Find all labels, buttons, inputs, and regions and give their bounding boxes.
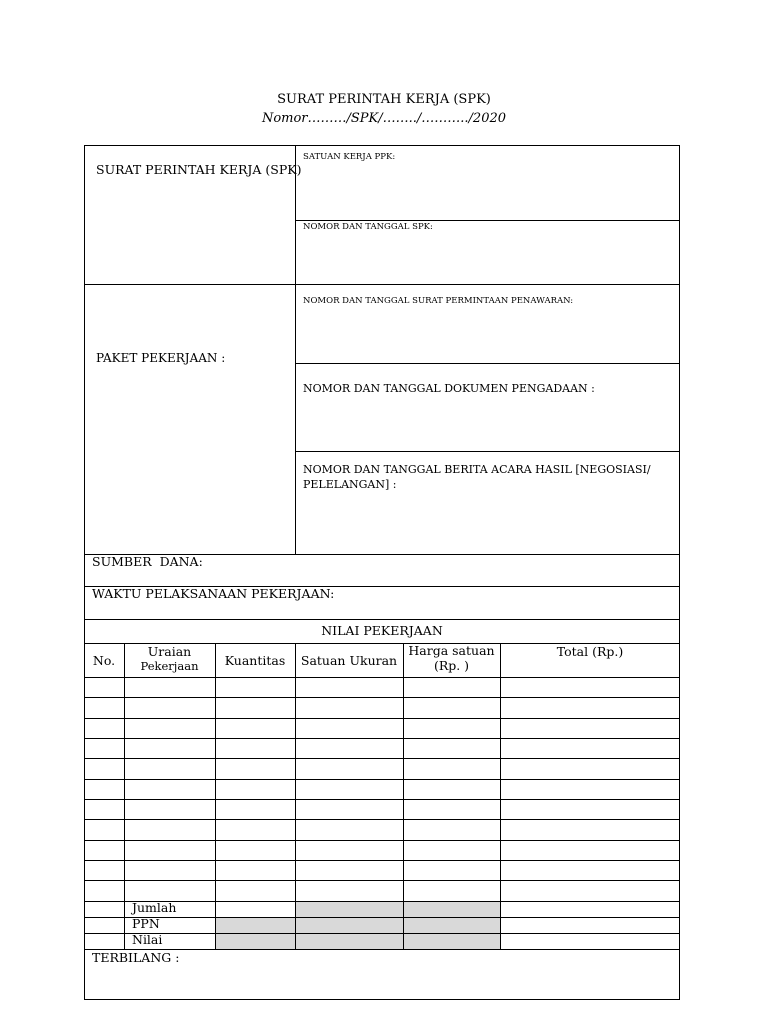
divider xyxy=(295,363,680,364)
satuan-kerja-label: SATUAN KERJA PPK: xyxy=(303,152,396,162)
row-divider xyxy=(84,779,680,780)
row-divider xyxy=(84,738,680,739)
column-divider xyxy=(500,901,501,949)
row-divider xyxy=(84,758,680,759)
terbilang-label: TERBILANG : xyxy=(92,950,180,965)
row-divider xyxy=(215,917,500,918)
column-divider xyxy=(124,643,125,949)
left-form-title: SURAT PERINTAH KERJA (SPK) xyxy=(96,162,302,177)
col-header-total: Total (Rp.) xyxy=(556,644,624,659)
nilai-pekerjaan-title: NILAI PEKERJAAN xyxy=(321,623,443,638)
row-divider xyxy=(84,677,680,678)
row-divider xyxy=(84,880,680,881)
col-header-no: No. xyxy=(92,653,116,668)
column-divider xyxy=(295,901,296,949)
row-divider xyxy=(84,819,680,820)
nomor-tanggal-spk-label: NOMOR DAN TANGGAL SPK: xyxy=(303,222,433,232)
col-header-harga xyxy=(403,643,500,673)
divider xyxy=(84,619,680,620)
berita-acara-label-line1: NOMOR DAN TANGGAL BERITA ACARA HASIL [NEGOSIASI/ xyxy=(303,463,651,476)
col-header-uraian-line1: Uraian xyxy=(147,644,192,659)
document-number: Nomor………/SPK/……../………../2020 xyxy=(261,111,507,126)
form-frame xyxy=(84,145,680,1000)
column-divider xyxy=(403,901,404,949)
shaded-cell xyxy=(216,934,500,949)
waktu-pelaksanaan-label: WAKTU PELAKSANAAN PEKERJAAN: xyxy=(92,586,335,601)
row-divider xyxy=(84,799,680,800)
document-title: SURAT PERINTAH KERJA (SPK) xyxy=(277,92,491,107)
shaded-cell xyxy=(216,918,500,933)
col-header-harga-line1: Harga satuan xyxy=(408,643,495,658)
divider xyxy=(295,451,680,452)
ppn-label: PPN xyxy=(132,916,160,931)
dokumen-pengadaan-label: NOMOR DAN TANGGAL DOKUMEN PENGADAAN : xyxy=(303,382,595,395)
row-divider xyxy=(84,697,680,698)
col-header-kuantitas: Kuantitas xyxy=(224,653,286,668)
col-header-uraian xyxy=(124,644,215,674)
col-header-satuan: Satuan Ukuran xyxy=(300,653,398,668)
jumlah-label: Jumlah xyxy=(132,900,177,915)
permintaan-penawaran-label: NOMOR DAN TANGGAL SURAT PERMINTAAN PENAWARAN: xyxy=(303,296,574,306)
paket-pekerjaan-label: PAKET PEKERJAAN : xyxy=(96,351,226,365)
row-divider xyxy=(215,933,500,934)
divider xyxy=(295,220,680,221)
sumber-dana-label: SUMBER DANA: xyxy=(92,554,203,569)
col-header-uraian-line2: Pekerjaan xyxy=(140,659,199,673)
shaded-cell xyxy=(296,902,500,917)
row-divider xyxy=(84,860,680,861)
divider xyxy=(295,145,296,554)
divider xyxy=(84,284,680,285)
nilai-label: Nilai xyxy=(132,932,163,947)
column-divider xyxy=(215,643,216,949)
row-divider xyxy=(84,840,680,841)
row-divider xyxy=(84,718,680,719)
berita-acara-label-line2: PELELANGAN] : xyxy=(303,478,397,491)
col-header-harga-line2: (Rp. ) xyxy=(433,658,470,673)
